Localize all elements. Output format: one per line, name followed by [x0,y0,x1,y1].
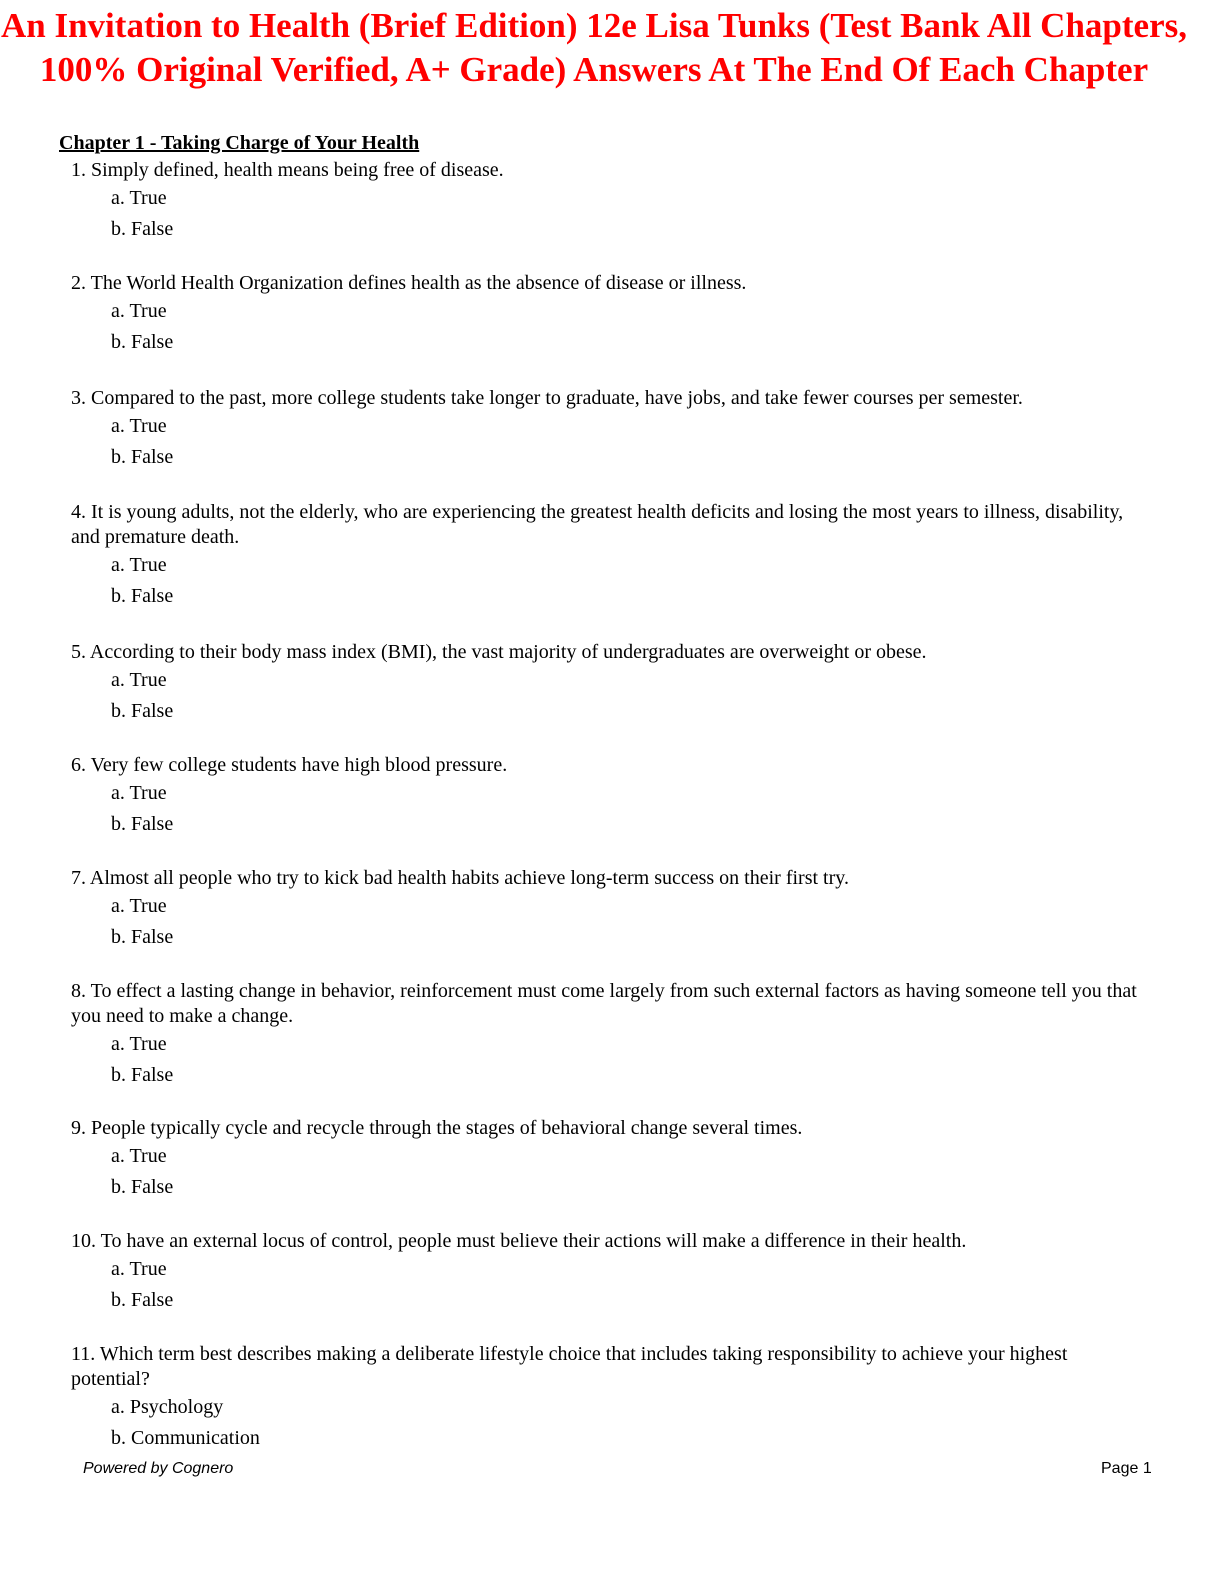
answer-option: b. False [111,1289,174,1311]
question [71,1116,1151,1206]
answer-option: b. Communication [111,1427,260,1449]
answer-option: a. True [111,1145,167,1167]
answer-option: b. False [111,813,174,835]
footer-powered-by: Powered by Cognero [83,1460,234,1477]
answer-option: a. True [111,782,167,804]
question-stem: 9. People typically cycle and recycle through the stages of behavioral change several times. [71,1117,803,1139]
question [71,271,1151,361]
question [71,1229,1151,1319]
question-stem: 1. Simply defined, health means being free of disease. [71,159,504,181]
question [71,979,1151,1094]
chapter-heading: Chapter 1 - Taking Charge of Your Health [59,132,420,154]
question-stem: 3. Compared to the past, more college students take longer to graduate, have jobs, and take fewer courses per semester. [71,387,1023,409]
document-title: An Invitation to Health (Brief Edition) 12e Lisa Tunks (Test Bank All Chapters, 100% Original Verified, A+ Grade) Answers At The End Of Each Chapter [0,6,1187,89]
question-stem: 10. To have an external locus of control, people must believe their actions will make a difference in their health. [71,1230,967,1252]
answer-option: a. True [111,300,167,322]
answer-option: a. True [111,187,167,209]
answer-option: b. False [111,700,174,722]
answer-option: a. True [111,1258,167,1280]
answer-option: b. False [111,446,174,468]
question-stem: 6. Very few college students have high blood pressure. [71,754,508,776]
footer-page-number: Page 1 [1101,1460,1152,1477]
question [71,386,1151,476]
answer-option: a. True [111,554,167,576]
answer-option: a. True [111,669,167,691]
answer-option: b. False [111,585,174,607]
question [71,753,1151,843]
answer-option: b. False [111,1176,174,1198]
answer-option: b. False [111,331,174,353]
question-stem: 11. Which term best describes making a deliberate lifestyle choice that includes taking responsibility to achieve your highest potential? [71,1343,1068,1390]
question-stem: 8. To effect a lasting change in behavior, reinforcement must come largely from such external factors as having someone tell you that you need to make a change. [71,980,1137,1027]
answer-option: a. True [111,1033,167,1055]
answer-option: b. False [111,218,174,240]
answer-option: a. True [111,895,167,917]
question [71,866,1151,956]
answer-option: b. False [111,926,174,948]
answer-option: a. Psychology [111,1396,224,1418]
question [71,500,1151,615]
question [71,158,1151,248]
question-stem: 5. According to their body mass index (BMI), the vast majority of undergraduates are overweight or obese. [71,641,927,663]
question-stem: 2. The World Health Organization defines health as the absence of disease or illness. [71,272,747,294]
answer-option: a. True [111,415,167,437]
question [71,1342,1151,1457]
answer-option: b. False [111,1064,174,1086]
question [71,640,1151,730]
question-stem: 4. It is young adults, not the elderly, who are experiencing the greatest health deficits and losing the most years to illness, disability, and premature death. [71,501,1124,548]
question-stem: 7. Almost all people who try to kick bad health habits achieve long-term success on their first try. [71,867,849,889]
